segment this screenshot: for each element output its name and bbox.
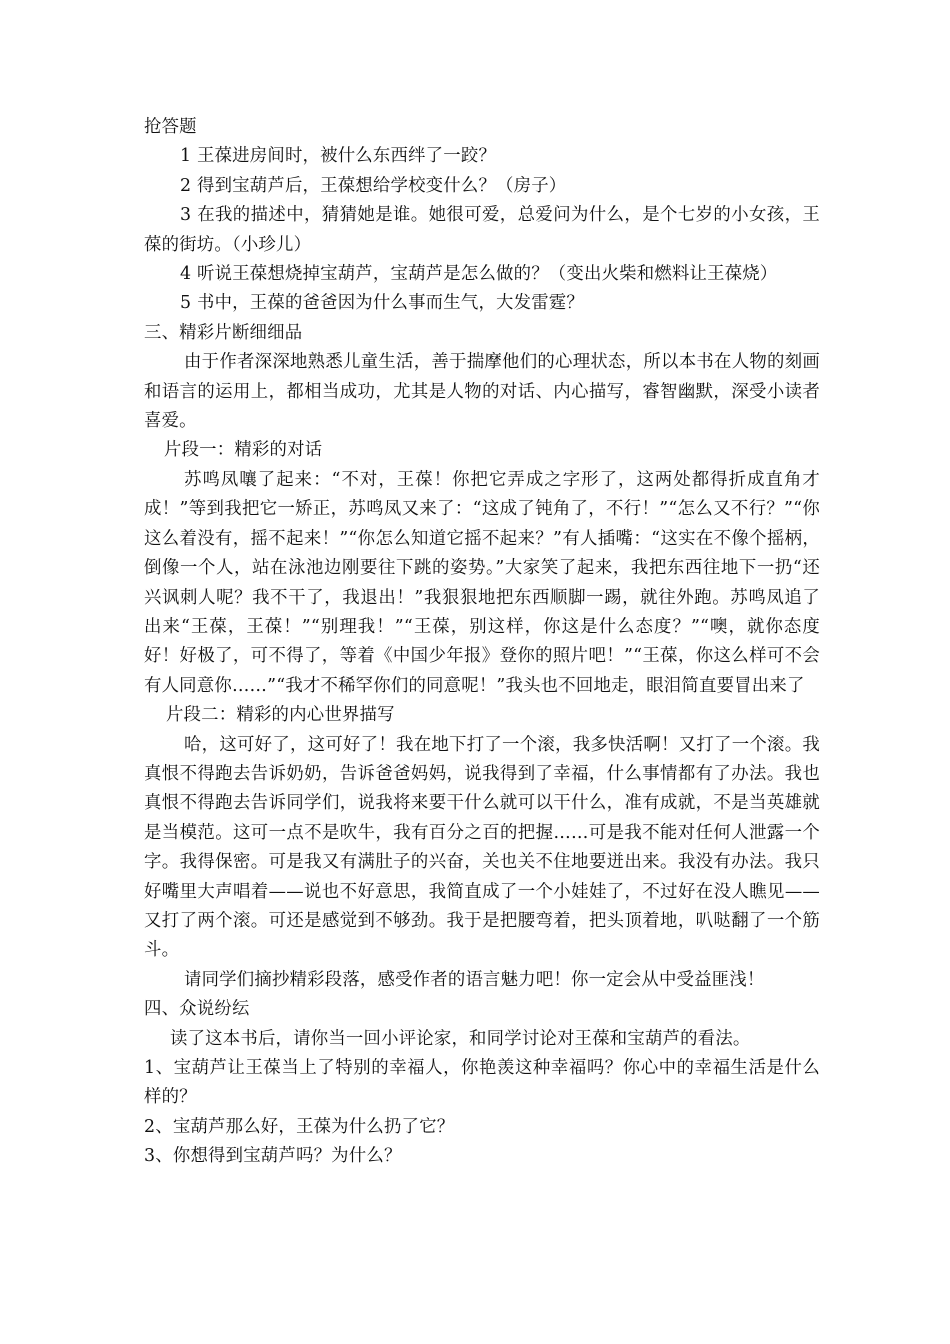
discussion-question-1: 1、宝葫芦让王葆当上了特别的幸福人，你艳羡这种幸福吗？你心中的幸福生活是什么样的？ xyxy=(144,1058,820,1108)
quiz-question-1: 1 王葆进房间时，被什么东西绊了一跤？ xyxy=(180,146,497,167)
excerpt2-text: 哈，这可好了，这可好了！我在地下打了一个滚，我多快活啊！又打了一个滚。我真恨不得跑去告诉奶奶，告诉爸爸妈妈，说我得到了幸福，什么事情都有了办法。我也真恨不得跑去告诉同学们，说我将来要干什么就可以干什么，准有成就，不是当英雄就是当模范。这可一点不是吹牛，我有百分之百的把握……可是我不能对任何人泄露一个字。我得保密。可是我又有满肚子的兴奋，关也关不住地要迸出来。我没有办法。我只好嘴里大声唱着——说也不好意思，我简直成了一个小娃娃了，不过好在没人瞧见——又打了两个滚。可还是感觉到不够劲。我于是把腰弯着，把头顶着地，叭哒翻了一个筋斗。 xyxy=(144,734,820,961)
discussion-question-2: 2、宝葫芦那么好，王葆为什么扔了它？ xyxy=(144,1116,455,1137)
quiz-question-3: 3 在我的描述中，猜猜她是谁。她很可爱，总爱问为什么，是个七岁的小女孩，王葆的街坊。（小珍儿） xyxy=(144,205,820,255)
quiz-question-2: 2 得到宝葫芦后，王葆想给学校变什么？（房子） xyxy=(180,175,567,196)
quiz-heading: 抢答题 xyxy=(144,117,197,137)
excerpt1-text: 苏鸣凤嚷了起来：“不对，王葆！你把它弄成之字形了，这两处都得折成直角才成！”等到我把它一矫正，苏鸣凤又来了：“这成了钝角了，不行！”“怎么又不行？”“你这么着没有，摇不起来！”“你怎么知道它摇不起来？”有人插嘴：“这实在不像个摇柄，倒像一个人，站在泳池边刚要往下跳的姿势。”大家笑了起来，我把东西往地下一扔“还兴讽刺人呢？我不干了，我退出！”我狠狠地把东西顺脚一踢，就往外跑。苏鸣凤追了出来“王葆，王葆！”“别理我！”“王葆，别这样，你这是什么态度？”“噢，就你态度好！好极了，可不得了，等着《中国少年报》登你的照片吧！”“王葆，你这么样可不会有人同意你……”“我才不稀罕你们的同意呢！”我头也不回地走，眼泪简直要冒出来了 xyxy=(144,469,820,696)
excerpt2-title: 片段二：精彩的内心世界描写 xyxy=(166,705,395,726)
excerpt1-title: 片段一：精彩的对话 xyxy=(164,440,323,461)
section3-intro: 由于作者深深地熟悉儿童生活，善于揣摩他们的心理状态，所以本书在人物的刻画和语言的运用上，都相当成功，尤其是人物的对话、内心描写，睿智幽默，深受小读者喜爱。 xyxy=(144,352,820,432)
section3-closing: 请同学们摘抄精彩段落，感受作者的语言魅力吧！你一定会从中受益匪浅！ xyxy=(184,969,765,990)
discussion-question-3: 3、你想得到宝葫芦吗？为什么？ xyxy=(144,1146,402,1167)
section3-heading: 三、精彩片断细细品 xyxy=(144,322,303,343)
quiz-question-4: 4 听说王葆想烧掉宝葫芦，宝葫芦是怎么做的？（变出火柴和燃料让王葆烧） xyxy=(180,264,778,285)
document-page xyxy=(144,113,820,1172)
section4-intro: 读了这本书后，请你当一回小评论家，和同学讨论对王葆和宝葫芦的看法。 xyxy=(170,1028,751,1049)
section4-heading: 四、众说纷纭 xyxy=(144,999,250,1020)
quiz-question-5: 5 书中，王葆的爸爸因为什么事而生气，大发雷霆？ xyxy=(180,293,584,314)
